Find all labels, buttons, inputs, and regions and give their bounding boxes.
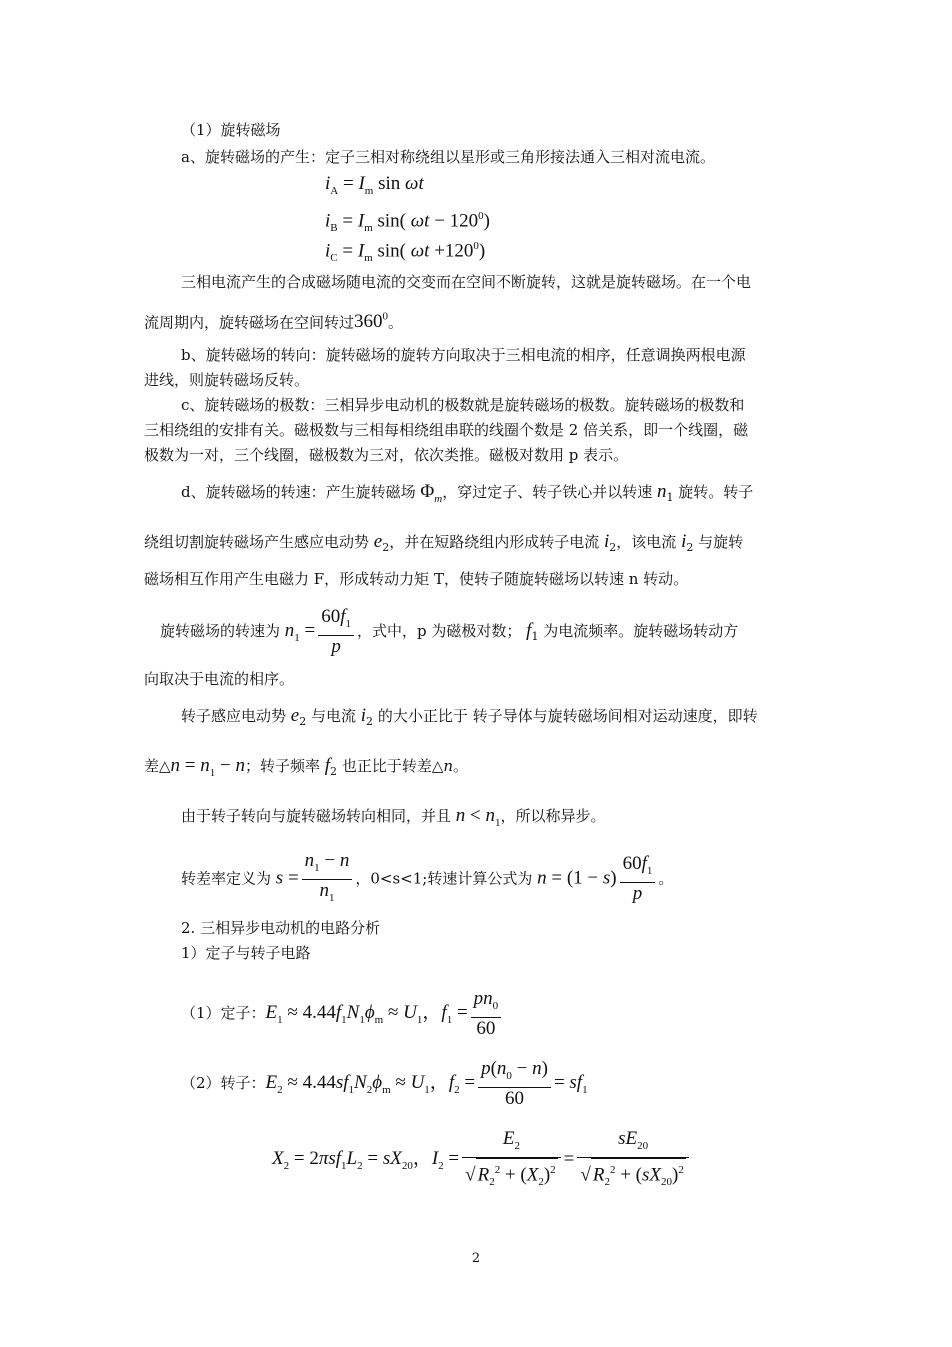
- emf-line2: 差△n = $n_1 - n$；转子频率 $f_2$ 也正比于转差△n。: [144, 755, 469, 779]
- rotor-equation: （2）转子：$E_2 \approx 4.44sf_1N_2\phi_m \approx U_1$，$f_2$ = $\frac{p(n_0 - n)}{60}$ = $sf_1$: [181, 1058, 588, 1109]
- heading-stator-rotor: 1）定子与转子电路: [181, 944, 311, 962]
- para-c-line1: c、旋转磁场的极数：三相异步电动机的极数就是旋转磁场的极数。旋转磁场的极数和: [181, 396, 745, 414]
- equation-ia: $i_A = I_m$ sin ωt: [325, 173, 424, 197]
- speed-line2: 向取决于电流的相序。: [144, 670, 295, 688]
- equation-ib: $i_B = I_m$ sin( $\omega t - 120^0$): [325, 210, 490, 235]
- para-c-line3: 极数为一对，三个线圈，磁极数为三对，依次类推。磁极对数用 p 表示。: [144, 446, 629, 464]
- para-c-line2: 三相绕组的安排有关。磁极数与三相每相绕组串联的线圈个数是 2 倍关系，即一个线圈，磁: [144, 421, 749, 439]
- page-number: 2: [471, 1251, 481, 1266]
- para-b-line2: 进线，则旋转磁场反转。: [144, 371, 310, 389]
- slip-line: 转差率定义为 s = $\frac{n_1 - n}{n_1}$ ，0<s<1;转速计算公式为 n = (1 − s) $\frac{60f_1}{p}$ 。: [181, 850, 674, 905]
- para-d-line1: d、旋转磁场的转速：产生旋转磁场 $\Phi_m$，穿过定子、转子铁心并以转速 $n_1$ 旋转。转子: [181, 481, 754, 505]
- speed-line1: 旋转磁场的转速为 $n_1$ = $\frac{60f_1}{p}$ ，式中，p 为磁极对数； $f_1$ 为电流频率。旋转磁场转动方: [160, 606, 739, 657]
- para-field-line2: 流周期内，旋转磁场在空间转过$360^0$。: [144, 311, 404, 333]
- section-title: （1）旋转磁场: [181, 121, 281, 139]
- async-line: 由于转子转向与旋转磁场转向相同，并且 $n < n_1$，所以称异步。: [181, 805, 606, 829]
- rotor-reactance-current-equation: $X_2 = 2\pi sf_1L_2 = sX_{20}$，$I_2$ = $\frac{E_2}{√ R_2^2 + (X_2)^2}$ = $\frac{sE_{20}}{√ R_2^2 + (sX_{20})^2}$: [272, 1128, 692, 1193]
- equation-ic: $i_C = I_m$ sin( $\omega t +120^0$): [325, 240, 486, 265]
- para-a: a、旋转磁场的产生：定子三相对称绕组以星形或三角形接法通入三相对流电流。: [181, 148, 715, 166]
- para-field-line1: 三相电流产生的合成磁场随电流的交变而在空间不断旋转，这就是旋转磁场。在一个电: [181, 273, 752, 291]
- para-d-line3: 磁场相互作用产生电磁力 F，形成转动力矩 T，使转子随旋转磁场以转速 n 转动。: [144, 570, 689, 588]
- heading-circuit-analysis: 2. 三相异步电动机的电路分析: [181, 919, 381, 937]
- stator-equation: （1）定子：$E_1 \approx 4.44f_1N_1\phi_m \approx U_1$，$f_1$ = $\frac{pn_0}{60}$: [181, 988, 504, 1042]
- para-d-line2: 绕组切割旋转磁场产生感应电动势 $e_2$，并在短路绕组内形成转子电流 $i_2$，该电流 $i_2$ 与旋转: [144, 531, 744, 554]
- para-b-line1: b、旋转磁场的转向：旋转磁场的旋转方向取决于三相电流的相序，任意调换两根电源: [181, 346, 746, 364]
- emf-line1: 转子感应电动势 $e_2$ 与电流 $i_2$ 的大小正比于 转子导体与旋转磁场间相对运动速度，即转: [181, 705, 758, 728]
